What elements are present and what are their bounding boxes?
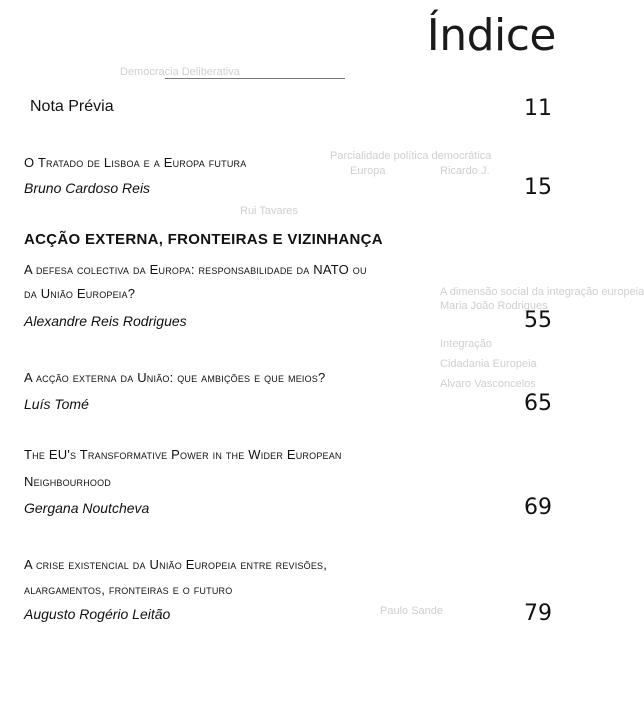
section-heading: ACÇÃO EXTERNA, FRONTEIRAS E VIZINHANÇA [24, 231, 383, 248]
bleed-text: Integração [440, 338, 492, 350]
toc-entry-title: The EU's Transformative Power in the Wider European [24, 447, 342, 462]
toc-page-number: 11 [524, 96, 552, 121]
bleed-text: Rui Tavares [240, 205, 298, 217]
bleed-text: A dimensão social da integração europeia [440, 286, 644, 298]
bleed-text: Ricardo J. [440, 165, 490, 177]
bleed-text: Democracia Deliberativa [120, 66, 240, 78]
bleed-text: Europa [350, 165, 386, 177]
toc-entry-author: Gergana Noutcheva [24, 500, 150, 516]
toc-page-number: 69 [524, 495, 552, 520]
bleed-text: Maria João Rodrigues [440, 300, 548, 312]
toc-entry-title-cont: Neighbourhood [24, 474, 111, 489]
toc-entry-title: A defesa colectiva da Europa: responsabilidade da NATO ou [24, 262, 367, 277]
divider [165, 78, 345, 79]
toc-entry-title-cont: alargamentos, fronteiras e o futuro [24, 582, 233, 597]
toc-page-number: 15 [524, 175, 552, 200]
toc-entry-author: Bruno Cardoso Reis [24, 180, 151, 196]
toc-page-number: 79 [524, 601, 552, 626]
bleed-text: Cidadania Europeia [440, 358, 537, 370]
bleed-text: Alvaro Vasconcelos [440, 378, 536, 390]
toc-entry-author: Alexandre Reis Rodrigues [24, 313, 187, 329]
toc-entry-title: Nota Prévia [30, 98, 114, 115]
toc-entry-title: A acção externa da União: que ambições e que meios? [24, 370, 326, 385]
toc-entry-title: O Tratado de Lisboa e a Europa futura [24, 155, 247, 170]
bleed-text: Paulo Sande [380, 605, 443, 617]
toc-entry-author: Augusto Rogério Leitão [24, 606, 171, 622]
toc-entry-title-cont: da União Europeia? [24, 286, 136, 301]
toc-entry-title: A crise existencial da União Europeia entre revisões, [24, 557, 328, 572]
page-title: Índice [426, 10, 556, 61]
bleed-text: Parcialidade política democrática [330, 150, 492, 162]
toc-page-number: 65 [524, 391, 552, 416]
toc-entry-author: Luís Tomé [24, 396, 89, 412]
toc-page-number: 55 [524, 308, 552, 333]
